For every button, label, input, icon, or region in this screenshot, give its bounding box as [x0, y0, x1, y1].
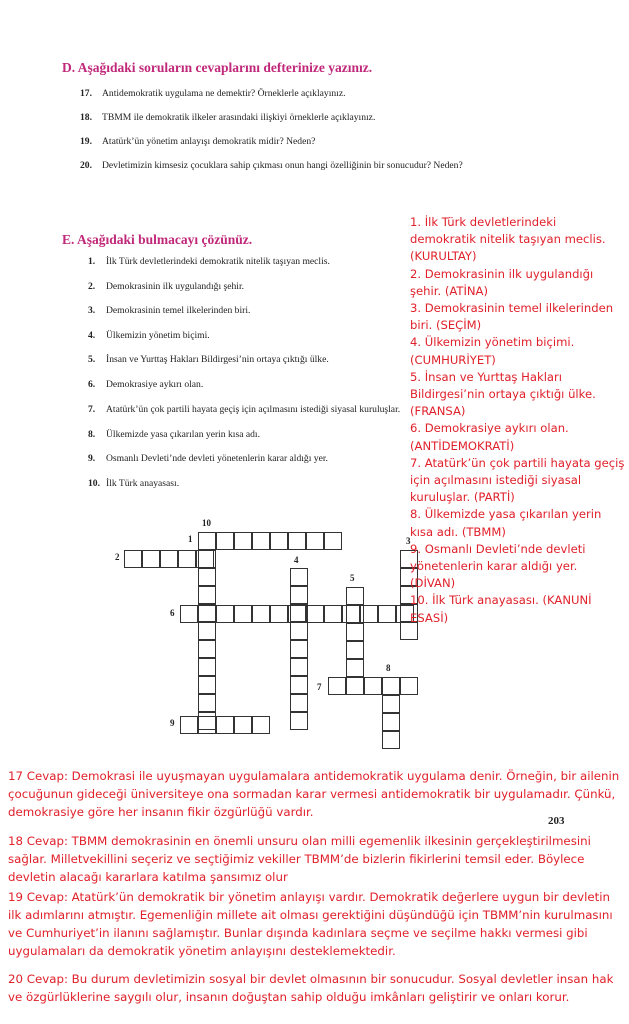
crossword-cell-across-1[interactable]	[252, 532, 270, 550]
handwritten-answer-line: 10. İlk Türk anayasası. (KANUNİ	[410, 593, 592, 608]
crossword-cell-across-6[interactable]	[252, 605, 270, 623]
crossword-cell-down-10[interactable]	[198, 550, 216, 568]
crossword-cell-across-6[interactable]	[234, 605, 252, 623]
crossword-cell-down-10[interactable]	[198, 622, 216, 640]
handwritten-answer-line: 8. Ülkemizde yasa çıkarılan yerin	[410, 507, 602, 522]
handwritten-answer-line: (KURULTAY)	[410, 249, 477, 264]
clue-4: 4. Ülkemizin yönetim biçimi.	[88, 330, 210, 341]
question-18: 18. TBMM ile demokratik ilkeler arasındaki ilişkiyi örneklerle açıklayınız.	[80, 112, 376, 123]
crossword-cell-across-6[interactable]	[270, 605, 288, 623]
clue-10: 10. İlk Türk anayasası.	[88, 478, 180, 489]
crossword-cell-down-8[interactable]	[382, 731, 400, 749]
crossword-cell-across-1[interactable]	[288, 532, 306, 550]
crossword-cell-down-10[interactable]	[198, 640, 216, 658]
crossword-cell-across-2[interactable]	[124, 550, 142, 568]
crossword-cell-across-9[interactable]	[252, 716, 270, 734]
crossword-cell-across-6[interactable]	[216, 605, 234, 623]
handwritten-answer-line: 6. Demokrasiye aykırı olan.	[410, 421, 569, 436]
handwritten-answer-line: için açılmasını istediği siyasal	[410, 473, 582, 488]
handwritten-answer-line: (CUMHURİYET)	[410, 352, 496, 367]
crossword-cell-down-4[interactable]	[290, 640, 308, 658]
crossword-cell-down-10[interactable]	[198, 676, 216, 694]
handwritten-answer-line: (ANTİDEMOKRATİ)	[410, 438, 515, 453]
crossword-number-8: 8	[386, 663, 391, 673]
handwritten-answer-line: yönetenlerin karar aldığı yer.	[410, 559, 578, 574]
crossword-cell-down-10[interactable]	[198, 658, 216, 676]
handwritten-answer-line: 4. Ülkemizin yönetim biçimi.	[410, 335, 575, 350]
crossword-cell-across-9[interactable]	[180, 716, 198, 734]
crossword-cell-down-4[interactable]	[290, 658, 308, 676]
handwritten-answer-line: 5. İnsan ve Yurttaş Hakları	[410, 369, 563, 384]
handwritten-answer-line: 1. İlk Türk devletlerindeki	[410, 215, 557, 229]
crossword-cell-across-6[interactable]	[378, 605, 396, 623]
crossword-cell-down-4[interactable]	[290, 694, 308, 712]
crossword-number-4: 4	[294, 555, 299, 565]
crossword-cell-across-1[interactable]	[270, 532, 288, 550]
crossword-cell-across-2[interactable]	[160, 550, 178, 568]
crossword-number-10: 10	[202, 518, 211, 528]
answer-19: 19 Cevap: Atatürk’ün demokratik bir yönetim anlayışı vardır. Demokratik değerlere uygun bir devletin ilk adımlarını atmıştır. Egemenliğin millete ait olması gerektiğini düşündüğü için TBMM’nin kurulmasını ve Cumhuriyet’in ilanını sağlamıştır. Bunlar dışında kadınlara seçme ve seçilme hakkı vermesi gibi uygulamaları da demokratik yönetim anlayışını desteklemektedir.	[8, 890, 613, 958]
handwritten-answer-line: demokratik nitelik taşıyan meclis.	[410, 232, 606, 247]
handwritten-answer-line: kısa adı. (TBMM)	[410, 524, 506, 539]
crossword-cell-down-5[interactable]	[346, 587, 364, 605]
crossword-number-2: 2	[115, 552, 120, 562]
crossword-number-7: 7	[317, 682, 322, 692]
handwritten-answer-line: 2. Demokrasinin ilk uygulandığı	[410, 266, 594, 281]
answer-17: 17 Cevap: Demokrasi ile uyuşmayan uygulamalara antidemokratik uygulama denir. Örneğin, bir ailenin çocuğunun gideceği üniversiteye ona sormadan karar vermesi antidemokratik bir uygulamadır. Çünkü, demokrasiye göre her insanın fikir özgürlüğü vardır.	[8, 769, 620, 819]
question-20: 20. Devletimizin kimsesiz çocuklara sahip çıkması onun hangi özelliğinin bir sonucudur? Neden?	[80, 160, 463, 171]
clue-5: 5. İnsan ve Yurttaş Hakları Bildirgesi’nin ortaya çıktığı ülke.	[88, 354, 329, 365]
question-19: 19. Atatürk’ün yönetim anlayışı demokratik midir? Neden?	[80, 136, 316, 147]
crossword-cell-across-1[interactable]	[324, 532, 342, 550]
crossword-cell-across-7[interactable]	[400, 677, 418, 695]
handwritten-answer-line: ESASİ)	[410, 610, 449, 625]
handwritten-answer-line: (DİVAN)	[410, 576, 456, 591]
crossword-cell-across-6[interactable]	[324, 605, 342, 623]
crossword-number-9: 9	[170, 718, 175, 728]
section-e-heading: E. Aşağıdaki bulmacayı çözünüz.	[62, 232, 253, 247]
crossword-number-3: 3	[406, 536, 411, 546]
crossword-cell-down-4[interactable]	[290, 604, 308, 622]
crossword-cell-across-1[interactable]	[306, 532, 324, 550]
clue-8: 8. Ülkemizde yasa çıkarılan yerin kısa adı.	[88, 429, 260, 440]
crossword-cell-down-5[interactable]	[346, 659, 364, 677]
crossword-cell-down-4[interactable]	[290, 568, 308, 586]
crossword-cell-down-10[interactable]	[198, 712, 216, 730]
crossword-cell-down-5[interactable]	[346, 623, 364, 641]
clue-1: 1. İlk Türk devletlerindeki demokratik nitelik taşıyan meclis.	[88, 256, 330, 267]
section-d-heading: D. Aşağıdaki soruların cevaplarını defterinize yazınız.	[62, 60, 373, 75]
handwritten-answer-line: 7. Atatürk’ün çok partili hayata geçiş	[410, 455, 625, 470]
crossword-cell-down-4[interactable]	[290, 676, 308, 694]
crossword-cell-down-10[interactable]	[198, 568, 216, 586]
clue-9: 9. Osmanlı Devleti’nde devleti yönetenlerin karar aldığı yer.	[88, 453, 328, 464]
crossword-cell-across-7[interactable]	[382, 677, 400, 695]
crossword-number-6: 6	[170, 608, 175, 618]
crossword-cell-across-1[interactable]	[198, 532, 216, 550]
crossword-cell-across-6[interactable]	[180, 605, 198, 623]
handwritten-answer-line: 9. Osmanlı Devleti’nde devleti	[410, 541, 586, 556]
crossword-cell-across-2[interactable]	[178, 550, 196, 568]
crossword-cell-across-9[interactable]	[216, 716, 234, 734]
handwritten-answer-line: Bildirgesi’nin ortaya çıktığı ülke.	[410, 387, 596, 402]
crossword-cell-down-4[interactable]	[290, 712, 308, 730]
question-17: 17. Antidemokratik uygulama ne demektir? Örneklerle açıklayınız.	[80, 88, 346, 99]
crossword-cell-across-7[interactable]	[346, 677, 364, 695]
page-number: 203	[548, 815, 565, 827]
handwritten-answer-list	[410, 214, 629, 627]
crossword-cell-across-1[interactable]	[234, 532, 252, 550]
handwritten-answer-line: biri. (SEÇİM)	[410, 318, 482, 333]
clue-7: 7. Atatürk’ün çok partili hayata geçiş için açılmasını istediği siyasal kuruluşlar.	[88, 404, 401, 415]
answer-18: 18 Cevap: TBMM demokrasinin en önemli unsuru olan milli egemenlik ilkesinin gerçekleştirilmesini sağlar. Milletvekillini seçeriz ve seçtiğimiz vekiller TBMM’de bizlerin fikirlerini temsil eder. Böylece devletin alacağı kararlara katılma şansımız olur	[8, 834, 591, 884]
crossword-cell-across-7[interactable]	[328, 677, 346, 695]
crossword-cell-across-2[interactable]	[142, 550, 160, 568]
crossword-cell-down-4[interactable]	[290, 622, 308, 640]
crossword-cell-down-4[interactable]	[290, 586, 308, 604]
crossword-cell-down-5[interactable]	[346, 605, 364, 623]
handwritten-answer-line: şehir. (ATİNA)	[410, 283, 488, 298]
clue-2: 2. Demokrasinin ilk uygulandığı şehir.	[88, 281, 245, 292]
crossword-cell-down-5[interactable]	[346, 641, 364, 659]
handwritten-answer-line: kuruluşlar. (PARTİ)	[410, 490, 515, 505]
crossword-number-5: 5	[350, 573, 355, 583]
answer-20: 20 Cevap: Bu durum devletimizin sosyal bir devlet olmasının bir sonucudur. Sosyal devletler insan hak ve özgürlüklerine saygılı olur, insanın doğuştan sahip olduğu imkânları geliştirir ve onları korur.	[8, 972, 614, 1004]
crossword-cell-down-10[interactable]	[198, 694, 216, 712]
crossword-cell-down-8[interactable]	[382, 695, 400, 713]
handwritten-answer-line: 3. Demokrasinin temel ilkelerinden	[410, 301, 614, 316]
clue-6: 6. Demokrasiye aykırı olan.	[88, 379, 204, 390]
crossword-cell-across-7[interactable]	[364, 677, 382, 695]
clue-3: 3. Demokrasinin temel ilkelerinden biri.	[88, 305, 251, 316]
crossword-cell-across-6[interactable]	[306, 605, 324, 623]
crossword-cell-down-8[interactable]	[382, 713, 400, 731]
crossword-number-1: 1	[188, 534, 193, 544]
handwritten-answer-line: (FRANSA)	[410, 404, 466, 419]
crossword-cell-across-1[interactable]	[216, 532, 234, 550]
crossword-cell-across-9[interactable]	[234, 716, 252, 734]
crossword-cell-down-10[interactable]	[198, 586, 216, 604]
crossword-cell-down-10[interactable]	[198, 604, 216, 622]
